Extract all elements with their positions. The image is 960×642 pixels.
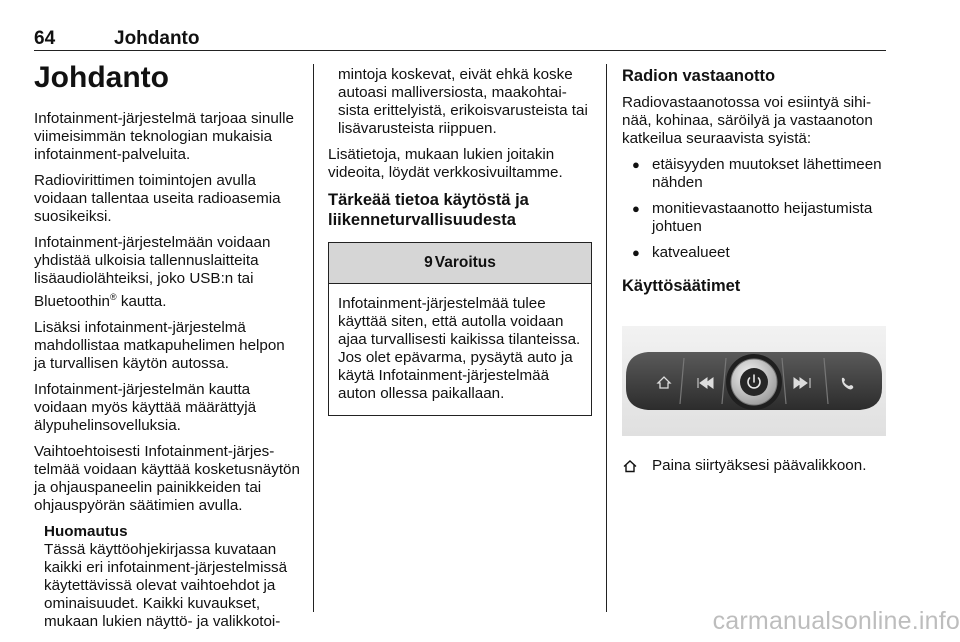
paragraph: Infotainment-järjestelmä tarjoaa sinulle viimeisimmän teknologian mukaisia infotainment-palveluita. xyxy=(34,110,295,163)
list-item-text: etäisyyden muutokset lähettimeen nähden xyxy=(652,156,882,191)
warning-icon: 9 xyxy=(424,254,433,271)
warning-title: Varoitus xyxy=(434,254,496,271)
registered-mark: ® xyxy=(110,292,117,302)
paragraph: Radiovirittimen toimintojen avulla voidaan tallentaa useita radioasemia suosikeiksi. xyxy=(34,172,281,225)
page-number: 64 xyxy=(34,28,56,49)
paragraph: Infotainment-järjestelmän kautta voidaan myös käyttää määrättyjä älypuhelinsovelluksia. xyxy=(34,381,257,435)
paragraph-text: Infotainment-järjestelmään voidaan yhdistää ulkoisia tallennuslaitteita lisäaudiolähteiksi, joko USB:n tai Bluetoothin xyxy=(34,234,271,311)
paragraph: Radiovastaanotossa voi esiintyä sihinää, kohinaa, säröilyä ja vastaanoton katkeilua seuraavista syistä: xyxy=(622,94,873,147)
section-title: Johdanto xyxy=(34,61,169,94)
chapter-title: Johdanto xyxy=(114,28,200,49)
paragraph: Lisätietoja, mukaan lukien joitakin videoita, löydät verkkosivuiltamme. xyxy=(328,146,563,181)
bullet-icon: ● xyxy=(632,157,640,172)
column-3 xyxy=(622,66,886,475)
control-panel-illustration xyxy=(622,326,886,436)
section-heading: Radion vastaanotto xyxy=(622,67,776,85)
list-item-text: monitievastaanotto heijastumista johtuen xyxy=(652,200,873,235)
legend-item xyxy=(622,457,886,475)
list-item xyxy=(622,156,886,192)
paragraph-text: kautta. xyxy=(116,293,167,311)
paragraph: mintoja koskevat, eivät ehkä koske autoasi malliversiosta, maakohtaisista erittelyistä, erikoisvarusteista tai lisävarusteista riippuen. xyxy=(338,66,588,137)
note-text: Tässä käyttöohjekirjassa kuvataan kaikki eri infotainment-järjestelmissä käytettävissä olevat vaihtoehdot ja ominaisuudet. Kaikki kuvaukset, mukaan lukien näyttö- ja valikkotoi- xyxy=(44,541,288,631)
bullet-icon: ● xyxy=(632,201,640,216)
warning-text: Infotainment-järjestelmää tulee käyttää siten, että autolla voidaan ajaa turvallisesti kaikissa tilanteissa. Jos olet epävarma, pysäytä auto ja käytä Infotainment-järjestelmää auton ollessa paikallaan. xyxy=(338,295,581,402)
paragraph: Lisäksi infotainment-järjestelmä mahdollistaa matkapuhelimen helpon ja turvallisen käytön autossa. xyxy=(34,319,285,373)
paragraph xyxy=(34,234,300,311)
column-divider xyxy=(313,64,314,612)
warning-box xyxy=(328,242,592,416)
note-title: Huomautus xyxy=(44,523,128,541)
list-item xyxy=(622,200,886,236)
column-2 xyxy=(328,66,592,416)
note-box xyxy=(44,523,300,631)
bullet-list xyxy=(622,156,886,262)
section-heading: Käyttösäätimet xyxy=(622,277,741,295)
paragraph: Vaihtoehtoisesti Infotainment-järjestelmää voidaan käyttää kosketusnäytön ja ohjauspaneelin painikkeiden tai ohjauspyörän säätimien avulla. xyxy=(34,443,300,515)
watermark-text: carmanualsonline.info xyxy=(712,607,960,635)
column-divider xyxy=(606,64,607,612)
bullet-icon: ● xyxy=(632,245,640,260)
legend-text: Paina siirtyäksesi päävalikkoon. xyxy=(652,457,867,474)
home-icon xyxy=(622,458,638,474)
list-item xyxy=(622,244,886,262)
section-heading: Tärkeää tietoa käytöstä ja liikenneturvallisuudesta xyxy=(328,191,529,229)
column-1 xyxy=(34,60,300,631)
warning-header xyxy=(329,243,591,284)
page-header xyxy=(34,28,886,51)
list-item-text: katvealueet xyxy=(652,244,730,261)
